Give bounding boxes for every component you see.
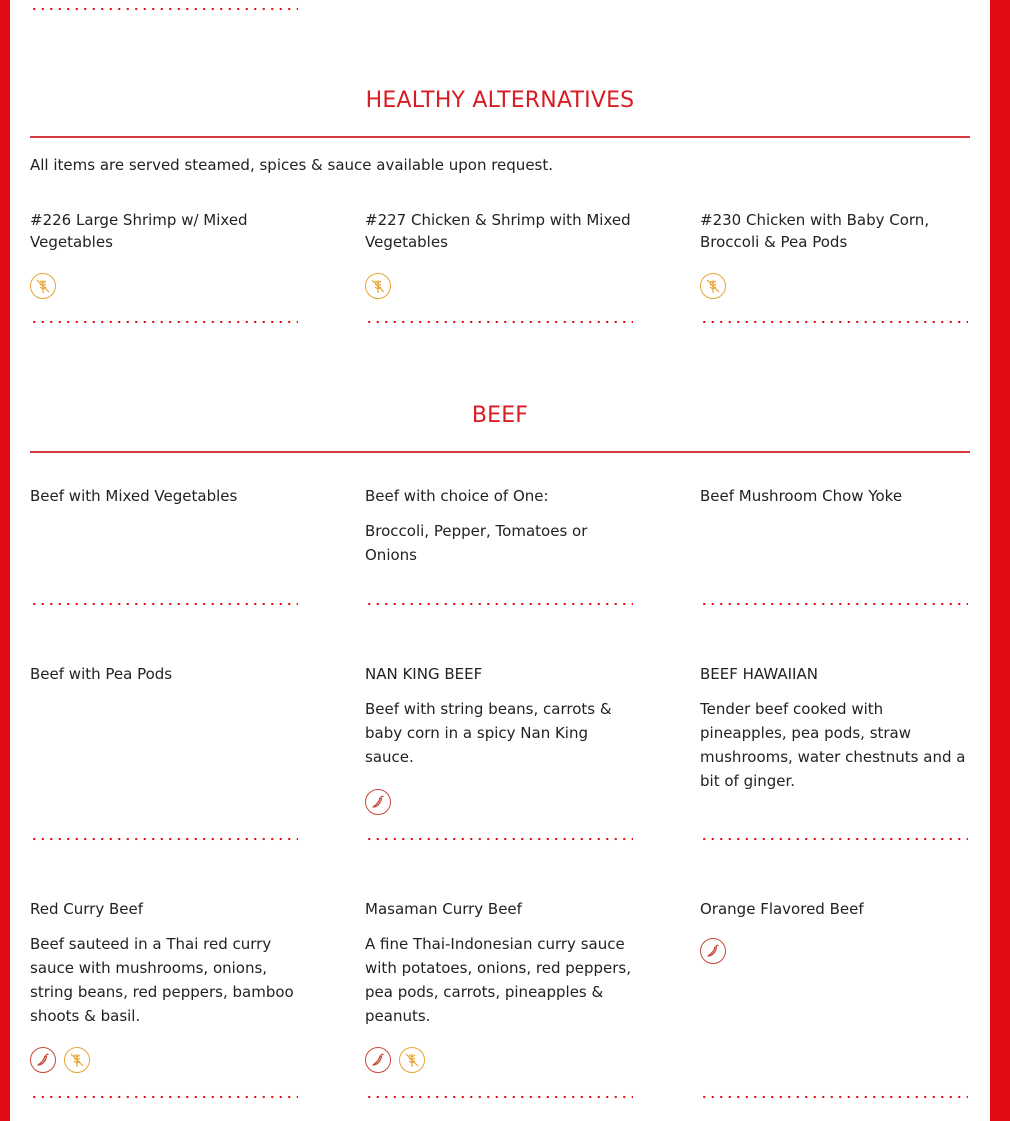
menu-item[interactable] <box>365 663 633 843</box>
menu-item[interactable] <box>700 898 968 1108</box>
dotted-separator <box>365 1095 633 1099</box>
item-name: BEEF HAWAIIAN <box>700 665 818 683</box>
item-description: Broccoli, Pepper, Tomatoes or Onions <box>365 522 588 564</box>
spicy-icon <box>30 1047 56 1073</box>
gluten-free-icon <box>365 273 391 299</box>
item-name: #226 Large Shrimp w/ Mixed Vegetables <box>30 211 248 251</box>
spicy-icon <box>365 1047 391 1073</box>
dotted-separator <box>30 320 298 324</box>
spicy-icon <box>700 938 726 964</box>
dotted-separator <box>700 320 968 324</box>
dotted-separator <box>700 602 968 606</box>
item-description: Tender beef cooked with pineapples, pea pods, straw mushrooms, water chestnuts and a bit of ginger. <box>700 700 966 790</box>
item-description: A fine Thai-Indonesian curry sauce with potatoes, onions, red peppers, pea pods, carrots, pineapples & peanuts. <box>365 935 632 1025</box>
item-name: #230 Chicken with Baby Corn, Broccoli & Pea Pods <box>700 211 930 251</box>
menu-item[interactable] <box>30 209 298 329</box>
dotted-separator <box>365 320 633 324</box>
menu-item[interactable] <box>700 663 968 843</box>
menu-item[interactable] <box>700 209 968 329</box>
spicy-icon <box>365 789 391 815</box>
section-note: All items are served steamed, spices & sauce available upon request. <box>30 156 554 174</box>
item-name: Beef Mushroom Chow Yoke <box>700 487 903 505</box>
dotted-separator <box>30 1095 298 1099</box>
menu-item[interactable] <box>30 485 298 610</box>
dotted-separator <box>700 1095 968 1099</box>
item-name: Beef with Pea Pods <box>30 665 173 683</box>
menu-item[interactable] <box>365 485 633 610</box>
dotted-separator <box>365 602 633 606</box>
menu-item[interactable] <box>365 209 633 329</box>
dotted-separator <box>30 602 298 606</box>
dotted-separator <box>30 7 298 11</box>
gluten-free-icon <box>399 1047 425 1073</box>
item-description: Beef sauteed in a Thai red curry sauce with mushrooms, onions, string beans, red peppers, bamboo shoots & basil. <box>30 935 294 1025</box>
item-description: Beef with string beans, carrots & baby corn in a spicy Nan King sauce. <box>365 700 612 766</box>
gluten-free-icon <box>700 273 726 299</box>
item-name: Beef with choice of One: <box>365 487 549 505</box>
menu-item[interactable] <box>30 898 298 1108</box>
section-divider <box>30 136 970 138</box>
menu-item[interactable] <box>30 663 298 843</box>
dotted-separator <box>365 837 633 841</box>
item-name: #227 Chicken & Shrimp with Mixed Vegetables <box>365 211 631 251</box>
section-title-beef: BEEF <box>471 403 529 428</box>
left-border <box>0 0 10 1121</box>
section-divider <box>30 451 970 453</box>
gluten-free-icon <box>64 1047 90 1073</box>
item-name: Beef with Mixed Vegetables <box>30 487 238 505</box>
item-name: Masaman Curry Beef <box>365 900 522 918</box>
gluten-free-icon <box>30 273 56 299</box>
item-name: Red Curry Beef <box>30 900 143 918</box>
menu-item[interactable] <box>365 898 633 1108</box>
dotted-separator <box>700 837 968 841</box>
menu-item[interactable] <box>700 485 968 610</box>
item-name: Orange Flavored Beef <box>700 900 864 918</box>
dotted-separator <box>30 837 298 841</box>
right-scroll-border <box>990 0 1010 1121</box>
section-title-healthy-alternatives: HEALTHY ALTERNATIVES <box>365 88 635 113</box>
item-name: NAN KING BEEF <box>365 665 483 683</box>
